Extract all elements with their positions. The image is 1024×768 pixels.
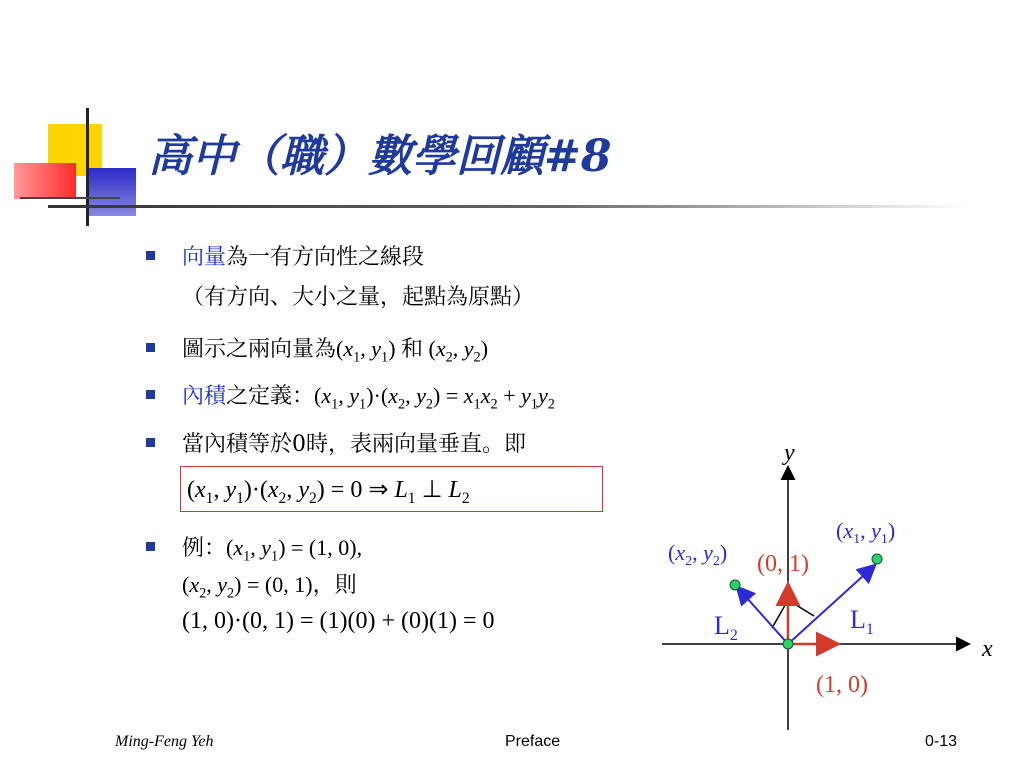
bullet-marker [146,251,155,260]
y-axis-label: y [784,440,795,466]
unit-y-label: (0, 1) [757,551,809,577]
example-vector-1: ($x_1$, $y_1) = (1$, 0), [226,535,363,565]
decor-red-block [14,163,76,199]
bullet-1-line-1 [182,240,424,271]
p1-label: ($x_1$, $y_1$) [836,518,896,547]
bullet-marker [146,343,155,352]
bullet-marker [146,542,155,551]
p2-label: ($x_2$, $y_2$) [668,540,728,569]
bullet-2-text: 圖示之兩向量為 [182,337,337,362]
unit-x-label: (1, 0) [816,672,868,698]
footer-author: Ming-Feng Yeh [115,733,214,750]
bullet-5-line-2 [182,568,357,602]
decor-horizontal-line [20,197,120,199]
highlight-vector: 向量 [182,245,227,270]
decor-vertical-line [86,108,89,226]
x-axis-label: x [982,636,993,662]
bullet-5-line-1 [182,531,362,565]
L2-label: $L_2$ [714,611,738,644]
slide-title: 高中（職）數學回顧#8 [148,131,612,182]
bullet-4-text: 當內積等於0時，表兩向量垂直。即 [182,432,526,457]
footer-center: Preface [505,733,561,750]
footer-page-number: 0-13 [925,733,958,750]
L1-label: $L_1$ [850,605,874,638]
bullet-marker [146,390,155,399]
bullet-5-text: 例： [182,536,227,561]
example-computation: (1, 0)·(0, 1) = (1)(0) + (0)(1) = 0 [182,608,495,634]
point-p2 [730,580,740,590]
perpendicular-condition-box: ($x_1$, $y_1)\cdot(x_2$, $y_2) = 0$ ⇒ $L_1$ ⊥ $L_2$ [180,466,603,512]
decor-blue-block [88,168,136,216]
bullet-1-line-2: （有方向、大小之量，起點為原點） [182,285,535,310]
origin-point [783,639,793,649]
bullet-2-line [182,332,488,366]
bullet-3-text: 之定義： [226,384,315,409]
bullet-marker [146,438,155,447]
title-underline [48,205,968,208]
bullet-2-formula: ($x_1$, $y_1$) 和 ($x_2$, $y_2$) [336,336,489,366]
bullet-1-text: 為一有方向性之線段 [226,245,425,270]
point-p1 [872,554,882,564]
vector-L2 [738,588,788,644]
highlight-inner-product: 內積 [182,384,227,409]
inner-product-definition: ($x_1$, $y_1)\cdot(x_2$, $y_2) = x_1x_2 + y_1y_2$ [314,383,555,413]
bullet-3-line [182,379,555,413]
right-angle-marker [772,600,814,628]
vector-diagram [600,430,1020,740]
example-vector-2: ($x_2$, $y_2) = (0$, 1) [182,572,313,602]
bullet-5-then: ，則 [312,573,357,598]
